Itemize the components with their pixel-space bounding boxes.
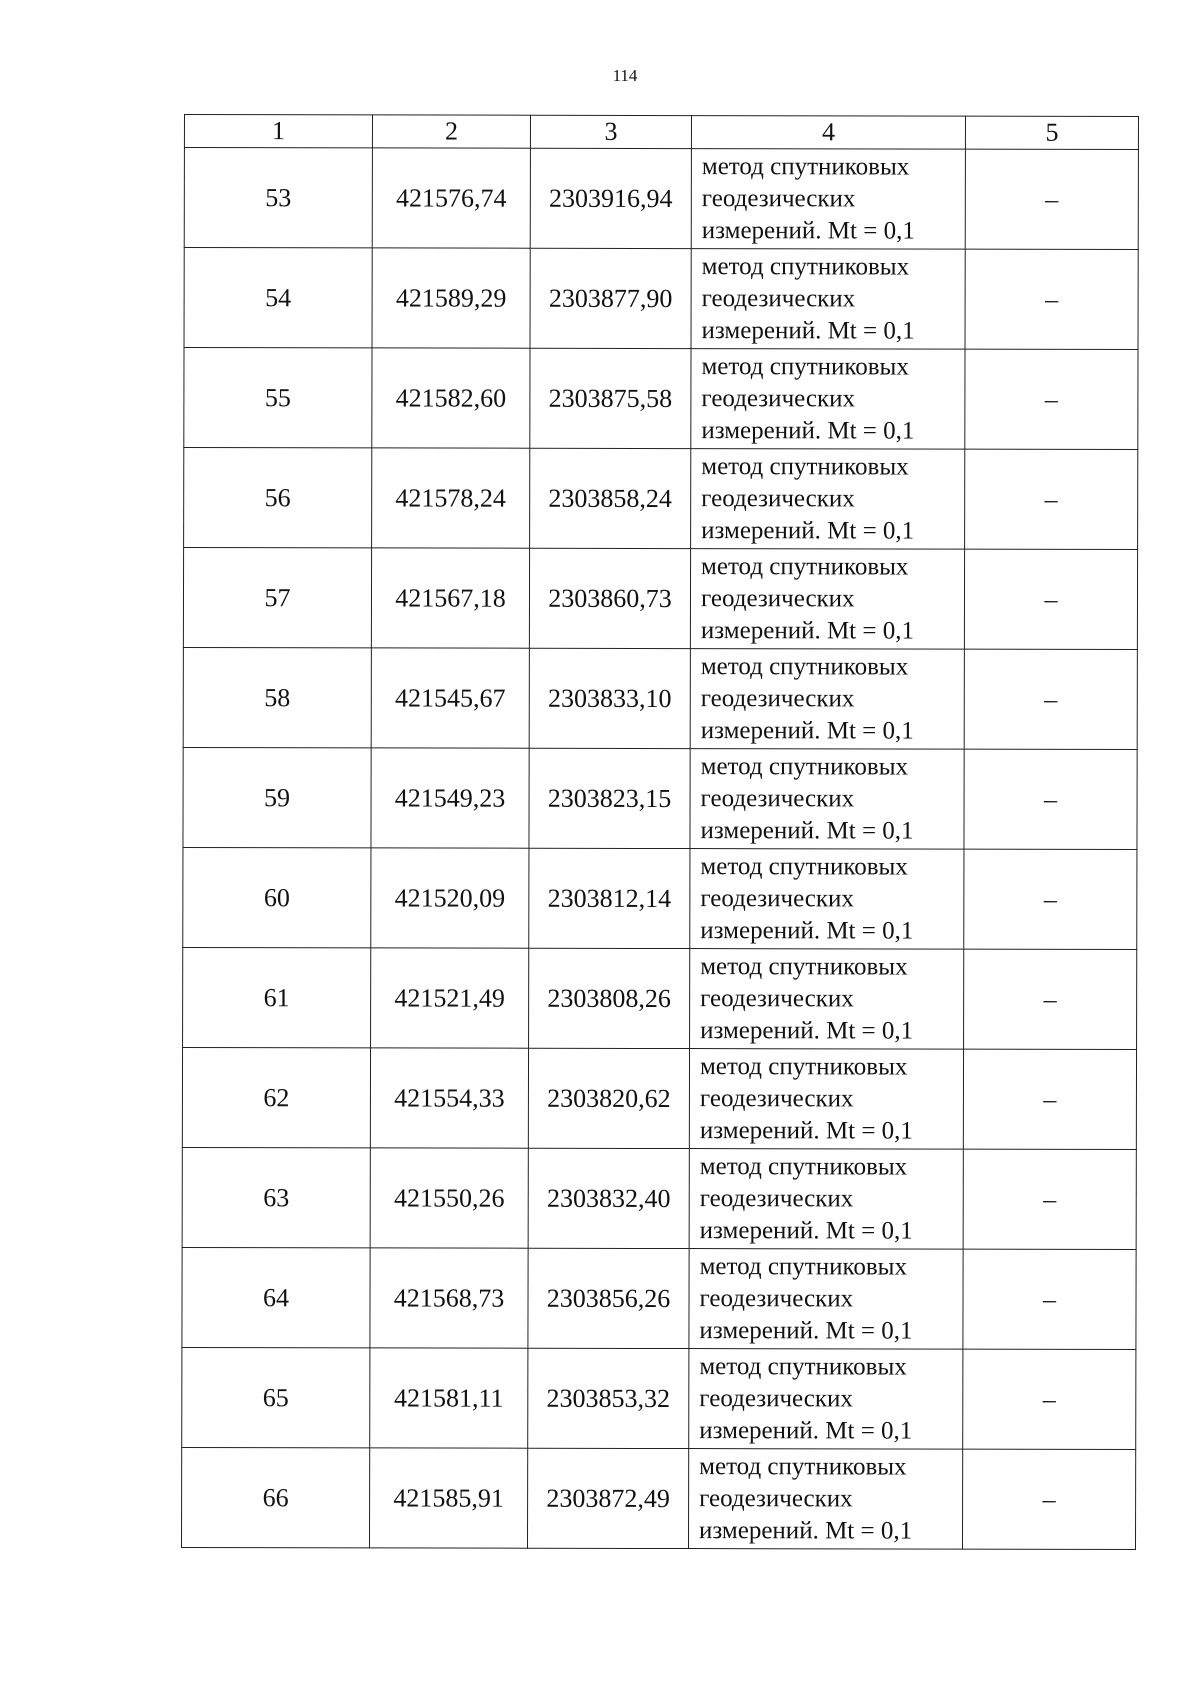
method-line: геодезических (699, 1284, 854, 1312)
method-line: метод спутниковых (700, 952, 908, 981)
method-line: измерений. Mt = 0,1 (699, 1416, 913, 1445)
x-coordinate-cell: 421550,26 (370, 1148, 528, 1248)
x-coordinate-cell: 421549,23 (371, 748, 529, 848)
table-row (184, 248, 1138, 350)
note-cell: – (963, 1049, 1136, 1149)
method-line: измерений. Mt = 0,1 (700, 716, 914, 745)
point-number-cell: 57 (183, 548, 371, 648)
column-header-4: 4 (691, 116, 965, 150)
y-coordinate-cell: 2303875,58 (530, 348, 691, 448)
point-number-cell: 62 (182, 1047, 370, 1147)
method-line: метод спутниковых (699, 1452, 907, 1481)
table-body (181, 148, 1138, 1550)
point-number-cell: 61 (183, 947, 371, 1047)
x-coordinate-cell: 421545,67 (371, 648, 529, 748)
method-line: измерений. Mt = 0,1 (700, 616, 915, 645)
note-cell: – (963, 1349, 1136, 1449)
note-cell: – (963, 1149, 1136, 1249)
method-line: метод спутниковых (699, 1252, 908, 1281)
x-coordinate-cell: 421585,91 (369, 1448, 527, 1548)
table-row (182, 1247, 1136, 1349)
method-line: геодезических (700, 584, 855, 612)
note-cell: – (965, 449, 1138, 549)
point-number-cell: 66 (181, 1447, 369, 1547)
method-line: метод спутниковых (700, 652, 909, 681)
method-cell (691, 149, 965, 250)
y-coordinate-cell: 2303808,26 (529, 948, 690, 1048)
table-row (183, 947, 1137, 1049)
method-line: геодезических (700, 684, 855, 712)
method-cell (689, 1349, 963, 1450)
table-header (184, 115, 1138, 150)
method-line: измерений. Mt = 0,1 (701, 516, 915, 545)
method-line: геодезических (701, 184, 856, 212)
note-cell: – (965, 249, 1138, 349)
method-line: метод спутниковых (700, 852, 908, 881)
table-row (181, 1447, 1135, 1549)
note-cell: – (964, 649, 1137, 749)
method-line: геодезических (701, 284, 856, 312)
y-coordinate-cell: 2303833,10 (529, 648, 690, 748)
point-number-cell: 63 (182, 1147, 370, 1247)
x-coordinate-cell: 421589,29 (372, 248, 530, 348)
x-coordinate-cell: 421578,24 (372, 448, 530, 548)
method-line: геодезических (701, 384, 856, 412)
column-header-2: 2 (372, 115, 530, 148)
point-number-cell: 54 (184, 248, 372, 348)
method-cell (690, 549, 964, 650)
method-line: метод спутниковых (701, 552, 909, 581)
header-row (184, 115, 1138, 150)
point-number-cell: 53 (184, 148, 372, 248)
method-line: геодезических (700, 784, 855, 812)
y-coordinate-cell: 2303823,15 (529, 748, 690, 848)
y-coordinate-cell: 2303860,73 (529, 548, 690, 648)
method-line: геодезических (699, 1184, 854, 1212)
y-coordinate-cell: 2303856,26 (528, 1248, 689, 1348)
table-row (184, 448, 1138, 550)
method-line: геодезических (699, 1384, 853, 1412)
method-line: метод спутниковых (699, 1052, 908, 1081)
x-coordinate-cell: 421520,09 (371, 848, 529, 948)
note-cell: – (964, 849, 1137, 949)
method-line: метод спутниковых (701, 352, 909, 381)
point-number-cell: 59 (183, 747, 371, 847)
method-line: измерений. Mt = 0,1 (699, 1316, 913, 1345)
method-cell (691, 449, 965, 550)
page-number: 114 (612, 66, 638, 85)
table-row (182, 1047, 1136, 1149)
method-cell (689, 1049, 963, 1150)
method-line: геодезических (699, 1084, 854, 1112)
table-row (183, 647, 1137, 749)
note-cell: – (962, 1449, 1135, 1549)
note-cell: – (965, 149, 1138, 249)
note-cell: – (964, 949, 1137, 1049)
point-number-cell: 55 (184, 348, 372, 448)
note-cell: – (964, 749, 1137, 849)
method-line: геодезических (700, 884, 854, 912)
method-line: измерений. Mt = 0,1 (699, 1216, 913, 1245)
note-cell: – (964, 549, 1137, 649)
method-line: измерений. Mt = 0,1 (700, 816, 914, 845)
method-line: измерений. Mt = 0,1 (701, 316, 915, 345)
method-line: измерений. Mt = 0,1 (700, 1016, 914, 1045)
method-line: геодезических (699, 1484, 853, 1512)
x-coordinate-cell: 421567,18 (371, 548, 529, 648)
table-row (182, 1347, 1136, 1449)
y-coordinate-cell: 2303858,24 (530, 448, 691, 548)
method-line: метод спутниковых (699, 1352, 907, 1381)
method-line: измерений. Mt = 0,1 (700, 916, 914, 945)
y-coordinate-cell: 2303877,90 (530, 248, 691, 348)
table-row (183, 548, 1137, 650)
table-row (183, 847, 1137, 949)
y-coordinate-cell: 2303853,32 (528, 1348, 689, 1448)
method-line: измерений. Mt = 0,1 (699, 1516, 913, 1545)
table-row (183, 747, 1137, 849)
coordinates-table (181, 114, 1139, 1550)
method-cell (689, 1249, 963, 1350)
point-number-cell: 64 (182, 1247, 370, 1347)
y-coordinate-cell: 2303872,49 (527, 1448, 688, 1548)
x-coordinate-cell: 421581,11 (370, 1348, 528, 1448)
column-header-5: 5 (965, 116, 1138, 149)
table-row (184, 348, 1138, 450)
method-line: метод спутниковых (700, 752, 909, 781)
method-cell (690, 949, 964, 1050)
method-line: метод спутниковых (701, 152, 910, 181)
method-line: метод спутниковых (701, 252, 910, 281)
method-line: измерений. Mt = 0,1 (701, 416, 915, 445)
table-row (184, 148, 1138, 250)
column-header-3: 3 (530, 115, 691, 148)
column-header-1: 1 (184, 115, 372, 148)
method-cell (691, 349, 965, 450)
method-line: измерений. Mt = 0,1 (699, 1116, 913, 1145)
table-row (182, 1147, 1136, 1249)
x-coordinate-cell: 421554,33 (370, 1048, 528, 1148)
x-coordinate-cell: 421521,49 (371, 948, 529, 1048)
y-coordinate-cell: 2303916,94 (530, 148, 691, 248)
method-cell (688, 1449, 962, 1550)
point-number-cell: 60 (183, 847, 371, 947)
method-cell (689, 1149, 963, 1250)
note-cell: – (965, 349, 1138, 449)
point-number-cell: 56 (184, 448, 372, 548)
x-coordinate-cell: 421568,73 (370, 1248, 528, 1348)
point-number-cell: 65 (182, 1347, 370, 1447)
method-line: измерений. Mt = 0,1 (701, 216, 915, 245)
x-coordinate-cell: 421582,60 (372, 348, 530, 448)
method-line: метод спутниковых (701, 452, 909, 481)
method-cell (691, 249, 965, 350)
y-coordinate-cell: 2303832,40 (528, 1148, 689, 1248)
note-cell: – (963, 1249, 1136, 1349)
method-cell (690, 849, 964, 950)
point-number-cell: 58 (183, 647, 371, 747)
x-coordinate-cell: 421576,74 (372, 148, 530, 248)
method-cell (690, 749, 964, 850)
method-line: геодезических (700, 984, 854, 1012)
method-cell (690, 649, 964, 750)
y-coordinate-cell: 2303812,14 (529, 848, 690, 948)
method-line: геодезических (701, 484, 855, 512)
y-coordinate-cell: 2303820,62 (528, 1048, 689, 1148)
method-line: метод спутниковых (699, 1152, 908, 1181)
